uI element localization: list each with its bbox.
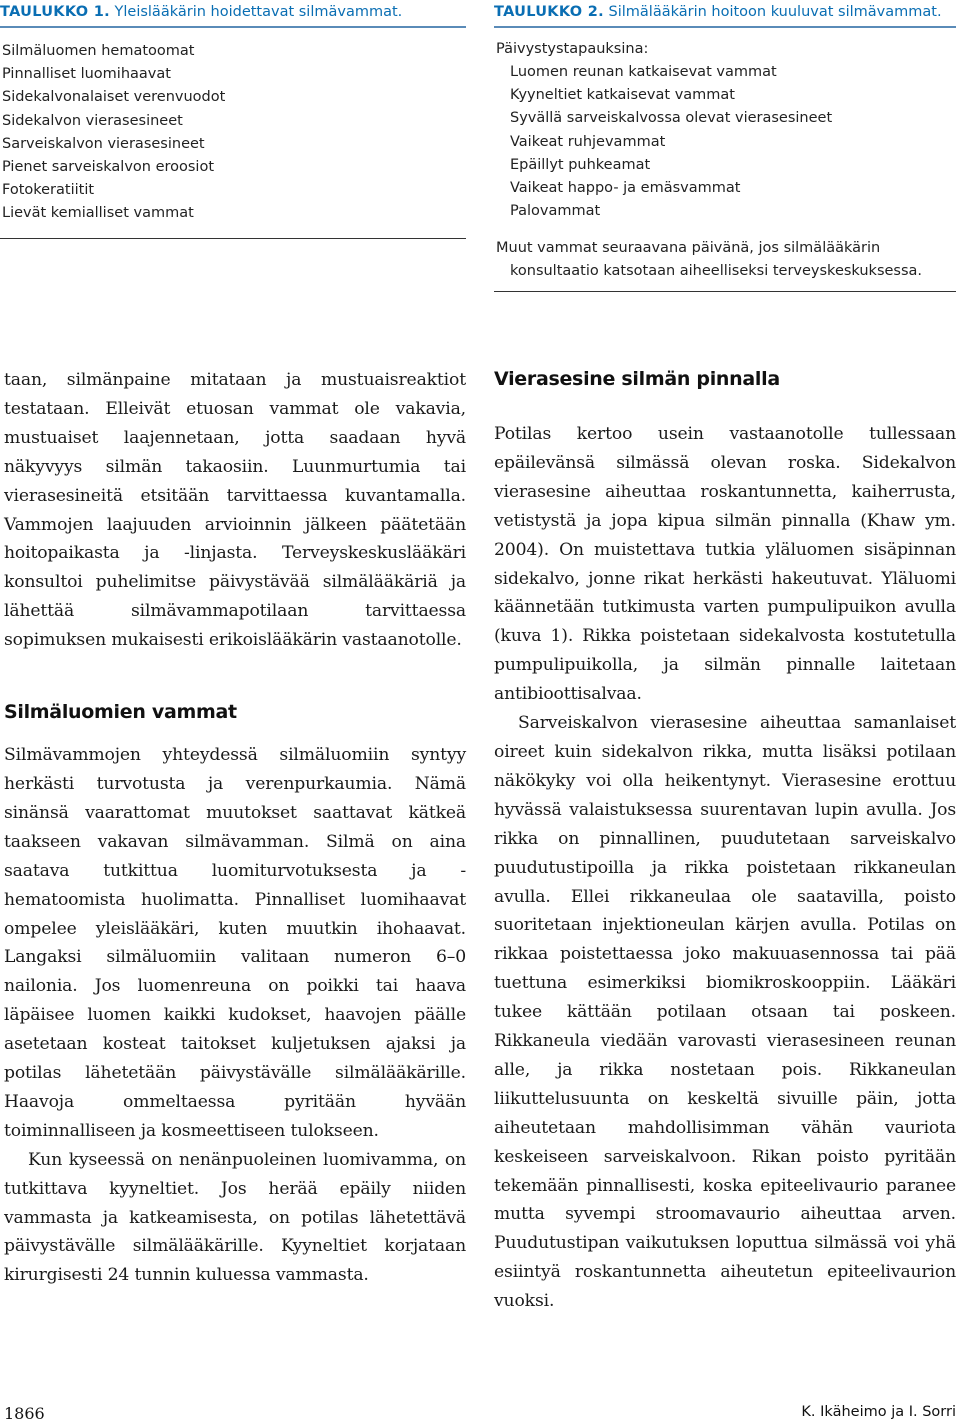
section-heading: Silmäluomien vammat <box>4 701 237 724</box>
list-item: Kyyneltiet katkaisevat vammat <box>510 87 735 104</box>
body-paragraph: Silmävammojen yhteydessä silmäluomiin syntyy herkästi turvotusta ja verenpurkaumia. Nämä sinänsä vaarattomat muutokset saattavat kätkeä taakseen vakavan silmävamman. Silmä on aina saatava tutkittua luomiturvotuksesta ja -hematoomista huolimatta. Pinnalliset luomihaavat ompelee yleislääkäri, kuten muutkin ihohaavat. Langaksi silmäluomiin valitaan numeron 6–0 nailonia. Jos luomenreuna on poikki tai haava läpäisee luomen kaikki kudokset, haavojen päälle asetetaan kosteat taitokset kuljetuksen ajaksi ja potilas lähetetään päivystävälle silmälääkärille. Haavoja ommeltaessa pyritään hyvään toiminnalliseen ja kosmeettiseen tulokseen. <box>4 745 466 1141</box>
table-2-heading <box>494 0 956 22</box>
table-1-list <box>0 28 466 238</box>
table-1-heading <box>0 0 466 22</box>
table-2-note: Muut vammat seuraavana päivänä, jos silmälääkärin konsultaatio katsotaan aiheelliseksi terveyskeskuksessa. <box>496 240 923 280</box>
table-1-label: TAULUKKO 1. <box>0 4 110 20</box>
list-item: Vaikeat ruhjevammat <box>510 133 666 150</box>
list-item: Palovammat <box>510 203 601 220</box>
list-item: Sidekalvon vierasesineet <box>2 112 183 129</box>
list-item: Luomen reunan katkaisevat vammat <box>510 64 777 80</box>
list-item: Sidekalvonalaiset verenvuodot <box>2 89 226 106</box>
list-item: Sarveiskalvon vierasesineet <box>2 135 205 152</box>
page-number: 1866 <box>4 1404 45 1423</box>
table-1 <box>0 0 466 239</box>
body-paragraph: Kun kyseessä on nenänpuoleinen luomivamma, on tutkittava kyyneltiet. Jos herää epäily niiden vammasta ja katkeamisesta, on potilas lähetettävä päivystävälle silmälääkärille. Kyyneltiet korjataan kirurgisesti 24 tunnin kuluessa vammasta. <box>4 1149 466 1286</box>
table-1-bottom-rule <box>0 238 466 239</box>
list-item: Pienet sarveiskalvon eroosiot <box>2 159 215 176</box>
body-paragraph: taan, silmänpaine mitataan ja mustuaisreaktiot testataan. Elleivät etuosan vammat ole vakavia, mustuaiset laajennetaan, jotta saadaan hyvä näkyvyys silmän takaosiin. Luunmurtumia tai vierasesineitä etsitään tarvittaessa kuvantamalla. Vammojen laajuuden arvioinnin jälkeen päätetään hoitopaikasta ja -linjasta. Terveyskeskuslääkäri konsultoi puhelimitse päivystävää silmälääkäriä ja lähettää silmävammapotilaan tarvittaessa sopimuksen mukaisesti erikoislääkärin vastaanotolle. <box>4 370 466 651</box>
list-item: Pinnalliset luomihaavat <box>2 66 171 83</box>
section-heading: Vierasesine silmän pinnalla <box>494 368 780 390</box>
table-2-bottom-rule <box>494 291 956 292</box>
body-paragraph: Potilas kertoo usein vastaanotolle tullessaan epäilevänsä silmässä olevan roska. Sidekalvon vierasesine aiheuttaa roskantunnetta, kaiherrusta, vetistystä ja jopa kipua silmän pinnalla (Khaw ym. 2004). On muistettava tutkia yläluomen sisäpinnan sidekalvo, jonne rikat herkästi hakeutuvat. Yläluomi käännetään tutkimusta varten pumpulipuikon avulla (kuva 1). Rikka poistetaan sidekalvosta kostutetulla pumpulipuikolla, ja silmän pinnalle laitetaan antibioottisalvaa. <box>494 424 956 705</box>
table-2-list <box>496 61 956 223</box>
running-footer-authors: K. Ikäheimo ja I. Sorri <box>801 1404 956 1420</box>
list-item: Syvällä sarveiskalvossa olevat vierasesineet <box>510 110 833 127</box>
table-1-title: Yleislääkärin hoidettavat silmävammat. <box>114 4 403 20</box>
left-column <box>4 366 466 1290</box>
table-2-title: Silmälääkärin hoitoon kuuluvat silmävammat. <box>608 4 942 20</box>
table-2-body <box>494 28 956 283</box>
table-2-intro: Päivystystapauksina: <box>496 41 649 57</box>
right-column <box>494 366 956 1316</box>
list-item: Epäillyt puhkeamat <box>510 156 651 173</box>
body-paragraph: Sarveiskalvon vierasesine aiheuttaa samanlaiset oireet kuin sidekalvon rikka, mutta lisäksi potilaan näkökyky voi olla heikentynyt. Vierasesine erottuu hyvässä valaistuksessa suurentavan lupin avulla. Jos rikka on pinnallinen, puudutetaan sarveiskalvo puudutustipoilla ja rikka poistetaan rikkaneulan avulla. Ellei rikkaneulaa ole saatavilla, poisto suoritetaan injektioneulan kärjen avulla. Potilas on rikkaa poistettaessa joko makuuasennossa tai pää tuettuna esimerkiksi biomikroskooppiin. Lääkäri tukee kättään potilaan otsaan tai poskeen. Rikkaneula viedään varovasti vierasesineen reunan alle, ja rikka nostetaan pois. Rikkaneulan liikuttelusuunta on keskeltä sivuille päin, jotta aiheutetaan mahdollisimman vähän vauriota keskeiseen sarveiskalvoon. Rikan poisto pyritään tekemään pinnallisesti, koska epiteelivaurio paranee mutta syvempi stroomavaurio aiheuttaa arven. Puudutustipan vaikutuksen loputtua silmässä voi yhä esiintyä roskantunnetta aiheutetun epiteelivaurion vuoksi. <box>494 713 956 1312</box>
list-item: Vaikeat happo- ja emäsvammat <box>510 180 741 197</box>
list-item: Silmäluomen hematoomat <box>2 43 195 59</box>
table-2-label: TAULUKKO 2. <box>494 4 604 20</box>
list-item: Fotokeratiitit <box>2 182 95 199</box>
table-2 <box>494 0 956 292</box>
list-item: Lievät kemialliset vammat <box>2 205 194 222</box>
